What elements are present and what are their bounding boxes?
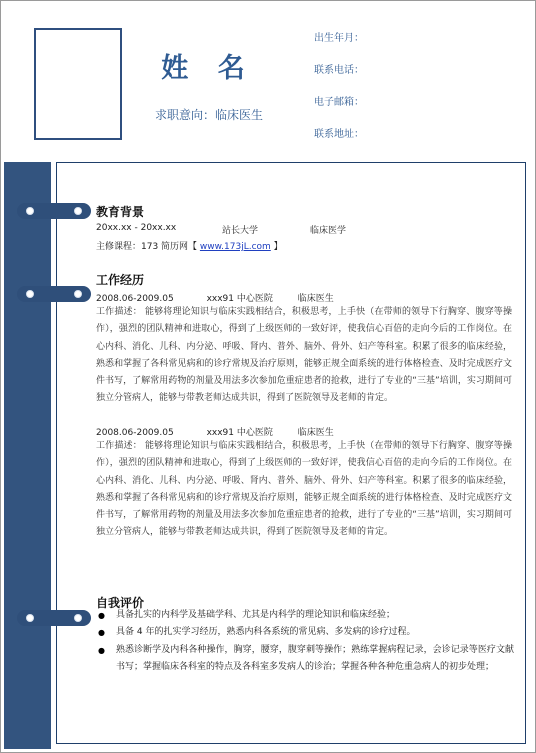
job-description-2: 工作描述： 能够将理论知识与临床实践相结合，积极思考，上手快（在带师的领导下行胸穿、腹穿等操作），强烈的团队精神和进取心，得到了上级医师的一致好评，使我信心百倍的走向今后的工作岗位。在心内科、消化、儿科、内分泌、呼吸、肾内、普外、脑外、骨外、妇产等科室。积累了很多的临床经验，熟悉和掌握了各科常见病和的诊疗常规及治疗原则，能够正规全面系统的进行体格检查、及时完成医疗文件书写，了解常用药物的剂量及用法多次参加危重症患者的抢救，进行了专业的“三基”培训，实习期间可独立分管病人，能够与带教老师达成共识，得到了医院领导及老师的肯定。 xyxy=(96,441,512,538)
resume-name: 姓 名 xyxy=(161,53,255,84)
marker-dot-icon xyxy=(74,614,82,622)
courses-link[interactable]: www.173jL.com xyxy=(199,242,271,252)
marker-dot-icon xyxy=(26,614,34,622)
marker-dot-icon xyxy=(26,207,34,215)
job-position: 临床医生 xyxy=(297,428,334,438)
job-description-1: 工作描述： 能够将理论知识与临床实践相结合，积极思考，上手快（在带师的领导下行胸穿、腹穿等操作），强烈的团队精神和进取心，得到了上级医师的一致好评，使我信心百倍的走向今后的工作岗位。在心内科、消化、儿科、内分泌、呼吸、肾内、普外、脑外、骨外、妇产等科室。积累了很多的临床经验，熟悉和掌握了各科常见病和的诊疗常规及治疗原则，能够正规全面系统的进行体格检查、及时完成医疗文件书写，了解常用药物的剂量及用法多次参加危重症患者的抢救，进行了专业的“三基”培训，实习期间可独立分管病人，能够与带教老师达成共识，得到了医院领导及老师的肯定。 xyxy=(96,307,512,404)
job-company: xxx91 中心医院 xyxy=(206,428,273,438)
section-marker-education xyxy=(17,203,91,219)
contact-address: 联系地址： xyxy=(314,129,364,140)
education-school: 站长大学 xyxy=(222,226,259,236)
photo-placeholder xyxy=(34,28,122,140)
left-sidebar-bar xyxy=(4,162,51,749)
self-eval-list xyxy=(96,607,514,676)
self-eval-item: ● 具备 4 年的扎实学习经历，熟悉内科各系统的常见病、多发病的诊疗过程。 xyxy=(96,624,514,641)
self-eval-item: ● 具备扎实的内科学及基础学科、尤其是内科学的理论知识和临床经验； xyxy=(96,607,514,624)
section-title-work: 工作经历 xyxy=(96,273,145,287)
job-header-1 xyxy=(96,291,334,304)
section-title-self-eval: 自我评价 xyxy=(96,596,145,610)
section-marker-work xyxy=(17,286,91,302)
job-header-2 xyxy=(96,425,334,438)
education-dates: 20xx.xx - 20xx.xx xyxy=(96,223,177,233)
self-eval-item: ● 熟悉诊断学及内科各种操作，胸穿，腰穿，腹穿刺等操作；熟练掌握病程记录，会诊记录等医疗文献书写；掌握临床各科室的特点及各科室多发病人的诊治；掌握各种各种危重急病人的初步处理； xyxy=(96,642,514,677)
section-title-education: 教育背景 xyxy=(96,205,145,219)
marker-dot-icon xyxy=(74,290,82,298)
contact-birth: 出生年月： xyxy=(314,33,364,44)
courses-prefix: 主修课程：173 简历网【 xyxy=(96,242,200,252)
contact-phone: 联系电话： xyxy=(314,65,364,76)
job-dates: 2008.06-2009.05 xyxy=(96,428,174,438)
education-major: 临床医学 xyxy=(310,226,347,236)
job-company: xxx91 中心医院 xyxy=(206,294,273,304)
marker-dot-icon xyxy=(26,290,34,298)
job-objective: 求职意向：临床医生 xyxy=(155,108,264,122)
courses-suffix: 】 xyxy=(270,242,283,252)
job-position: 临床医生 xyxy=(297,294,334,304)
section-marker-self-eval xyxy=(17,610,91,626)
education-courses xyxy=(96,239,283,252)
marker-dot-icon xyxy=(74,207,82,215)
job-dates: 2008.06-2009.05 xyxy=(96,294,174,304)
contact-email: 电子邮箱： xyxy=(314,97,364,108)
education-row xyxy=(96,223,347,236)
